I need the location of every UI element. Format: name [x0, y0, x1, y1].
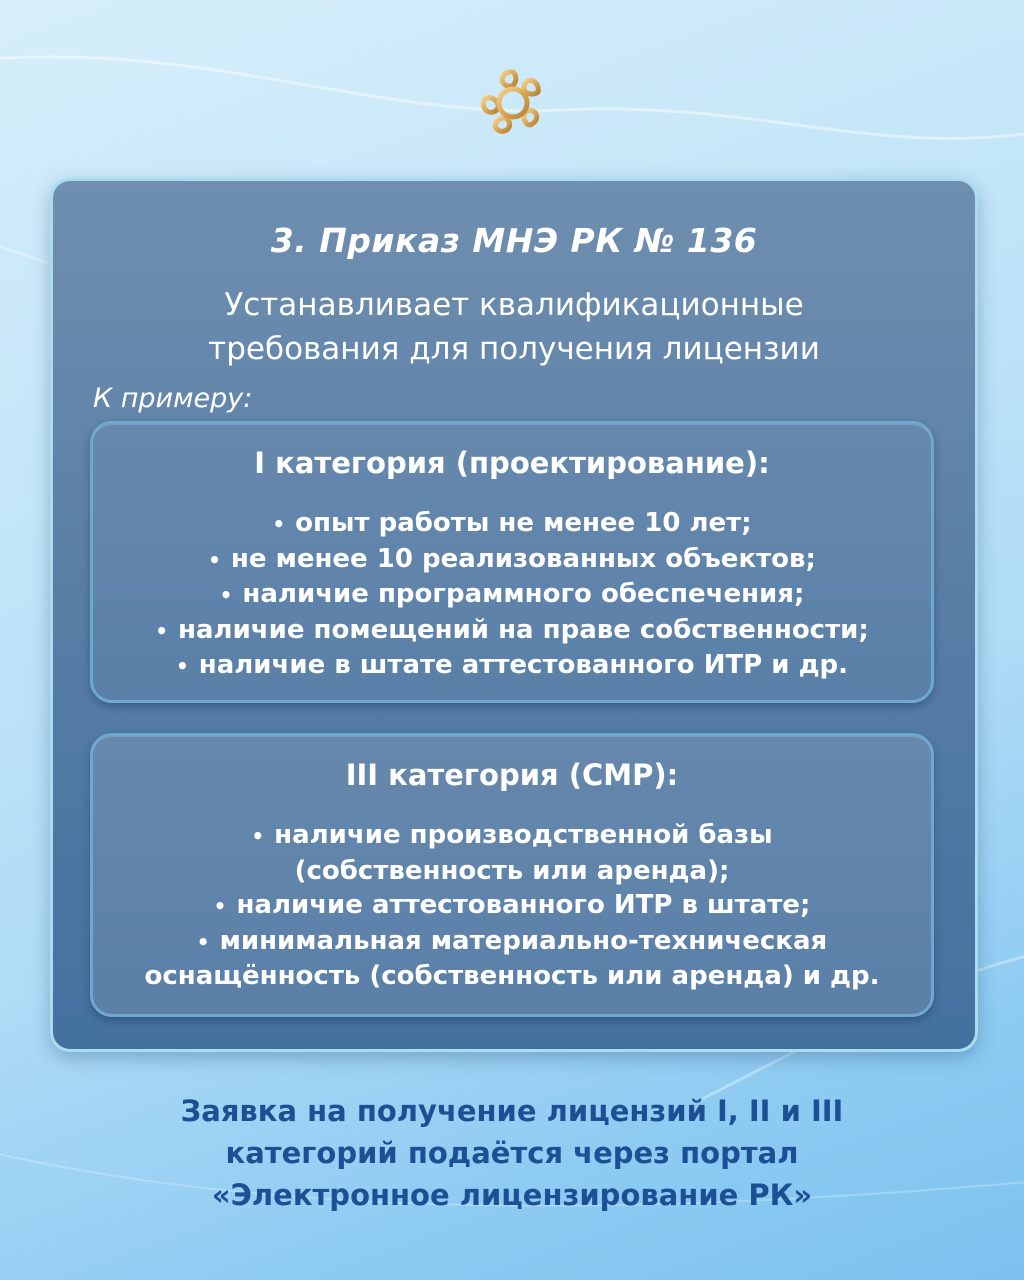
- card-title: 3. Приказ МНЭ РК № 136: [270, 221, 758, 260]
- list-item-text: опыт работы не менее 10 лет;: [295, 508, 752, 538]
- category-3-box: [90, 733, 934, 1017]
- bullet-icon: •: [219, 583, 233, 607]
- footer-line: «Электронное лицензирование РК»: [211, 1178, 813, 1212]
- list-item: [93, 888, 931, 924]
- list-item-text: наличие программного обеспечения;: [242, 579, 805, 609]
- subtitle-line: Устанавливает квалификационные: [224, 287, 804, 323]
- example-label: К примеру:: [93, 383, 253, 414]
- card-subtitle: [53, 283, 975, 371]
- list-item-text: оснащённость (собственность или аренда) и др.: [144, 961, 880, 991]
- list-item-text: минимальная материально-техническая: [219, 925, 828, 956]
- bullet-icon: •: [272, 512, 286, 536]
- footer-note: [0, 1090, 1024, 1216]
- list-item-continuation: [93, 959, 931, 994]
- bullet-icon: •: [251, 824, 265, 848]
- bullet-icon: •: [196, 929, 210, 954]
- bullet-icon: •: [213, 894, 227, 918]
- list-item-text: наличие помещений на праве собственности;: [178, 614, 869, 645]
- footer-line: категорий подаётся через портал: [225, 1136, 799, 1170]
- order-card: [50, 178, 978, 1052]
- list-item: [93, 506, 931, 542]
- list-item: [93, 648, 931, 684]
- list-item-continuation: [93, 854, 931, 889]
- category-heading: I категория (проектирование):: [254, 446, 770, 480]
- list-item-text: наличие производственной базы: [274, 820, 773, 850]
- category-heading: III категория (СМР):: [345, 758, 679, 792]
- list-item-text: наличие аттестованного ИТР в штате;: [236, 890, 811, 920]
- gold-ornament-logo-icon: [472, 62, 554, 144]
- list-item: [93, 613, 931, 649]
- requirements-list: [93, 506, 931, 684]
- bullet-icon: •: [175, 654, 189, 678]
- bullet-icon: •: [155, 618, 169, 643]
- list-item-text: (собственность или аренда);: [294, 855, 730, 886]
- list-item: [93, 577, 931, 613]
- list-item: [93, 542, 931, 578]
- list-item-text: не менее 10 реализованных объектов;: [230, 543, 816, 574]
- requirements-list: [93, 818, 931, 994]
- list-item: [93, 924, 931, 960]
- bullet-icon: •: [208, 547, 221, 572]
- category-1-box: [90, 421, 934, 703]
- list-item: [93, 818, 931, 854]
- footer-line: Заявка на получение лицензий I, II и III: [180, 1094, 844, 1128]
- subtitle-line: требования для получения лицензии: [208, 331, 820, 367]
- list-item-text: наличие в штате аттестованного ИТР и др.: [198, 650, 849, 680]
